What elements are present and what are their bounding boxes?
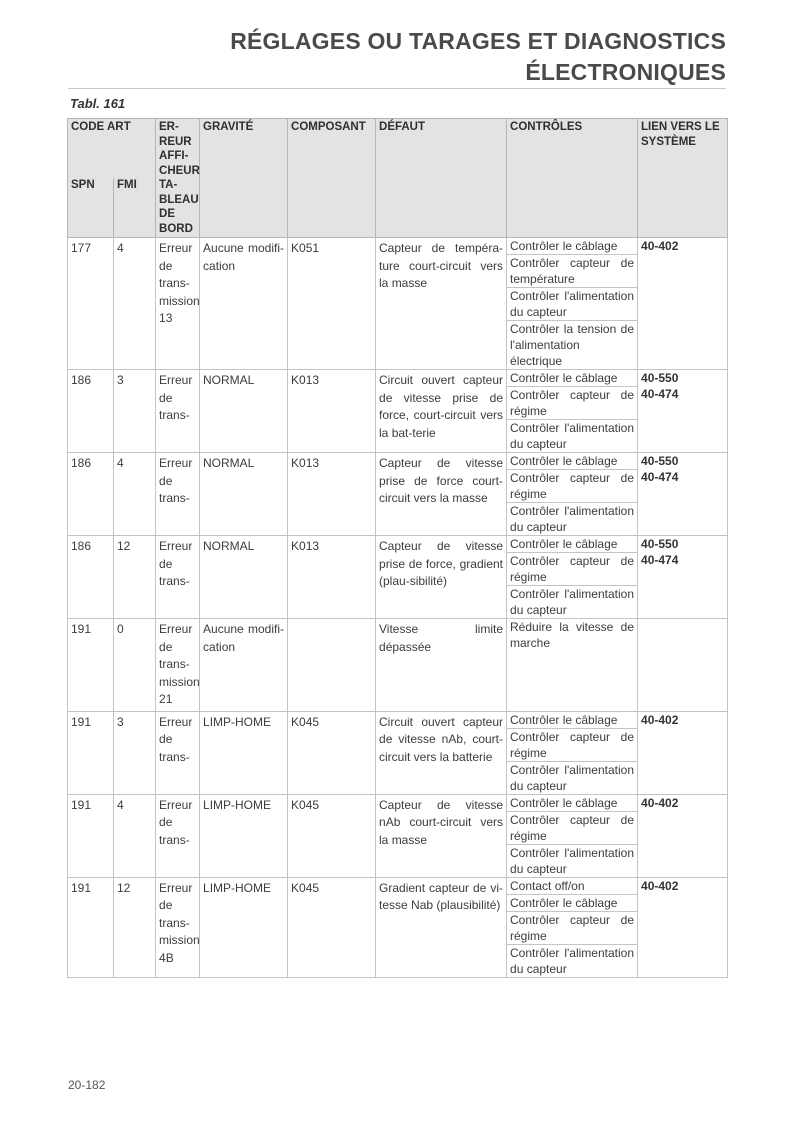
cell-spn: 191 (68, 711, 114, 794)
cell-spn: 186 (68, 453, 114, 536)
erreur-line: Erreur (159, 539, 193, 553)
cell-spn: 177 (68, 238, 114, 370)
cell-erreur (156, 238, 200, 370)
controle-item: Contrôler capteur de régime (507, 729, 637, 762)
cell-composant: K013 (288, 536, 376, 619)
table-body (68, 238, 728, 978)
erreur-line: 21 (159, 692, 173, 706)
controle-item: Contrôler l'alimentation du capteur (510, 421, 635, 451)
cell-fmi: 0 (114, 619, 156, 712)
cell-controles (507, 619, 638, 712)
cell-fmi: 4 (114, 453, 156, 536)
cell-spn: 191 (68, 877, 114, 977)
cell-defaut: Capteur de vitesse prise de force, gradient (plau-sibilité) (376, 536, 507, 619)
title-divider (68, 88, 726, 89)
erreur-line: de (159, 390, 173, 405)
controle-item: Contrôler l'alimentation du capteur (510, 845, 635, 876)
controle-item: Contrôler capteur de régime (507, 470, 637, 503)
cell-composant: K051 (288, 238, 376, 370)
lien-item: 40-474 (641, 470, 679, 484)
lien-item: 40-550 (641, 454, 679, 468)
controle-item: Réduire la vitesse de marche (510, 620, 635, 650)
cell-gravite: Aucune modifi-cation (200, 238, 288, 370)
cell-fmi: 12 (114, 536, 156, 619)
controle-item: Contrôler capteur de régime (507, 553, 637, 586)
cell-controles (507, 711, 638, 794)
cell-spn: 186 (68, 370, 114, 453)
cell-erreur (156, 619, 200, 712)
table-row (68, 794, 728, 877)
cell-composant: K045 (288, 711, 376, 794)
erreur-line: trans- (159, 491, 190, 505)
cell-lien (638, 453, 728, 536)
erreur-line: Erreur (159, 714, 193, 729)
controle-item: Contrôler capteur de régime (507, 387, 637, 420)
table-row (68, 619, 728, 712)
erreur-line: de (159, 473, 173, 488)
cell-gravite: LIMP-HOME (200, 877, 288, 977)
header-lien: LIEN VERS LE SYSTÈME (638, 119, 728, 238)
cell-controles (507, 453, 638, 536)
erreur-line: mission (159, 674, 200, 689)
cell-gravite: LIMP-HOME (200, 794, 288, 877)
cell-fmi: 3 (114, 370, 156, 453)
erreur-line: mission (159, 293, 200, 308)
controle-item: Contrôler l'alimentation du capteur (510, 504, 635, 534)
controle-item: Contrôler le câblage (507, 895, 637, 912)
cell-lien (638, 238, 728, 370)
cell-controles (507, 238, 638, 370)
erreur-line: trans- (159, 276, 190, 290)
controle-item: Contrôler le câblage (507, 453, 637, 470)
header-gravite: GRAVITÉ (200, 119, 288, 238)
cell-fmi: 4 (114, 238, 156, 370)
lien-item: 40-402 (641, 239, 679, 253)
erreur-line: Erreur (159, 622, 193, 636)
cell-defaut: Capteur de vitesse prise de force court-circuit vers la masse (376, 453, 507, 536)
erreur-line: Erreur (159, 797, 193, 812)
erreur-line: trans- (159, 574, 190, 588)
erreur-line: mission (159, 933, 200, 947)
controle-item: Contrôler l'alimentation du capteur (510, 945, 635, 976)
header-spn: SPN (68, 178, 114, 238)
erreur-line: de (159, 556, 173, 571)
erreur-line: trans- (159, 749, 190, 764)
cell-gravite: NORMAL (200, 370, 288, 453)
cell-lien (638, 794, 728, 877)
table-row (68, 877, 728, 977)
header-code-art: CODE ART (68, 119, 156, 179)
lien-item: 40-402 (641, 878, 679, 893)
lien-item: 40-550 (641, 371, 679, 385)
cell-defaut: Vitesse limite dépassée (376, 619, 507, 712)
erreur-line: de (159, 258, 173, 273)
cell-controles (507, 877, 638, 977)
erreur-line: 13 (159, 311, 173, 325)
table-caption: Tabl. 161 (70, 96, 126, 111)
cell-gravite: NORMAL (200, 453, 288, 536)
cell-lien (638, 877, 728, 977)
cell-erreur (156, 877, 200, 977)
header-erreur: ER- REUR AFFI- CHEUR TA- BLEAU DE BORD (156, 119, 200, 238)
cell-spn: 191 (68, 794, 114, 877)
header-controles: CONTRÔLES (507, 119, 638, 238)
controle-item: Contrôler capteur de régime (507, 912, 637, 945)
lien-item: 40-402 (641, 712, 679, 727)
erreur-line: trans- (159, 657, 190, 671)
lien-item: 40-550 (641, 537, 679, 551)
controle-item: Contrôler la tension de l'alimentation électrique (510, 322, 635, 368)
controle-item: Contact off/on (507, 878, 637, 895)
lien-item: 40-402 (641, 795, 679, 810)
cell-gravite: NORMAL (200, 536, 288, 619)
table-row (68, 370, 728, 453)
cell-composant: K045 (288, 794, 376, 877)
page-title-line-1: RÉGLAGES OU TARAGES ET DIAGNOSTICS (230, 28, 726, 54)
erreur-line: Erreur (159, 241, 193, 255)
cell-lien (638, 711, 728, 794)
erreur-line: Erreur (159, 456, 193, 470)
cell-gravite: Aucune modifi-cation (200, 619, 288, 712)
erreur-line: de (159, 732, 173, 746)
cell-defaut: Circuit ouvert capteur de vitesse nAb, court-circuit vers la batterie (376, 711, 507, 794)
table-row (68, 711, 728, 794)
erreur-line: trans- (159, 408, 190, 422)
controle-item: Contrôler le câblage (507, 536, 637, 553)
cell-gravite: LIMP-HOME (200, 711, 288, 794)
erreur-line: Erreur (159, 880, 193, 895)
cell-composant: K013 (288, 370, 376, 453)
table-row (68, 453, 728, 536)
erreur-line: de (159, 898, 173, 912)
cell-lien (638, 619, 728, 712)
controle-item: Contrôler le câblage (507, 370, 637, 387)
cell-erreur (156, 711, 200, 794)
table-row (68, 238, 728, 370)
controle-item: Contrôler capteur de température (507, 255, 637, 288)
cell-spn: 186 (68, 536, 114, 619)
controle-item: Contrôler l'alimentation du capteur (507, 288, 637, 321)
controle-item: Contrôler l'alimentation du capteur (510, 762, 635, 793)
controle-item: Contrôler l'alimentation du capteur (510, 587, 635, 617)
cell-defaut: Circuit ouvert capteur de vitesse prise de force, court-circuit vers la bat-terie (376, 370, 507, 453)
cell-erreur (156, 370, 200, 453)
cell-erreur (156, 794, 200, 877)
table-row (68, 536, 728, 619)
cell-fmi: 12 (114, 877, 156, 977)
cell-defaut: Capteur de tempéra-ture court-circuit vers la masse (376, 238, 507, 370)
controle-item: Contrôler le câblage (507, 795, 637, 812)
lien-item: 40-474 (641, 553, 679, 567)
header-fmi: FMI (114, 178, 156, 238)
page-number: 20-182 (68, 1078, 106, 1092)
cell-controles (507, 536, 638, 619)
erreur-line: trans- (159, 915, 190, 930)
cell-defaut: Capteur de vitesse nAb court-circuit vers la masse (376, 794, 507, 877)
cell-composant: K045 (288, 877, 376, 977)
erreur-line: Erreur (159, 373, 193, 387)
lien-item: 40-474 (641, 387, 679, 401)
cell-controles (507, 794, 638, 877)
page-title (230, 26, 726, 88)
cell-erreur (156, 453, 200, 536)
cell-composant (288, 619, 376, 712)
erreur-line: 4B (159, 950, 174, 965)
cell-composant: K013 (288, 453, 376, 536)
erreur-line: de (159, 815, 173, 829)
cell-lien (638, 370, 728, 453)
controle-item: Contrôler capteur de régime (507, 812, 637, 845)
controle-item: Contrôler le câblage (507, 712, 637, 729)
controle-item: Contrôler le câblage (507, 238, 637, 255)
cell-fmi: 3 (114, 711, 156, 794)
header-defaut: DÉFAUT (376, 119, 507, 238)
cell-controles (507, 370, 638, 453)
cell-fmi: 4 (114, 794, 156, 877)
cell-lien (638, 536, 728, 619)
page-title-line-2: ÉLECTRONIQUES (525, 59, 726, 85)
cell-spn: 191 (68, 619, 114, 712)
header-composant: COMPOSANT (288, 119, 376, 238)
erreur-line: de (159, 639, 173, 654)
erreur-line: trans- (159, 832, 190, 847)
diagnostics-table (67, 118, 728, 978)
cell-erreur (156, 536, 200, 619)
cell-defaut: Gradient capteur de vi-tesse Nab (plausibilité) (376, 877, 507, 977)
